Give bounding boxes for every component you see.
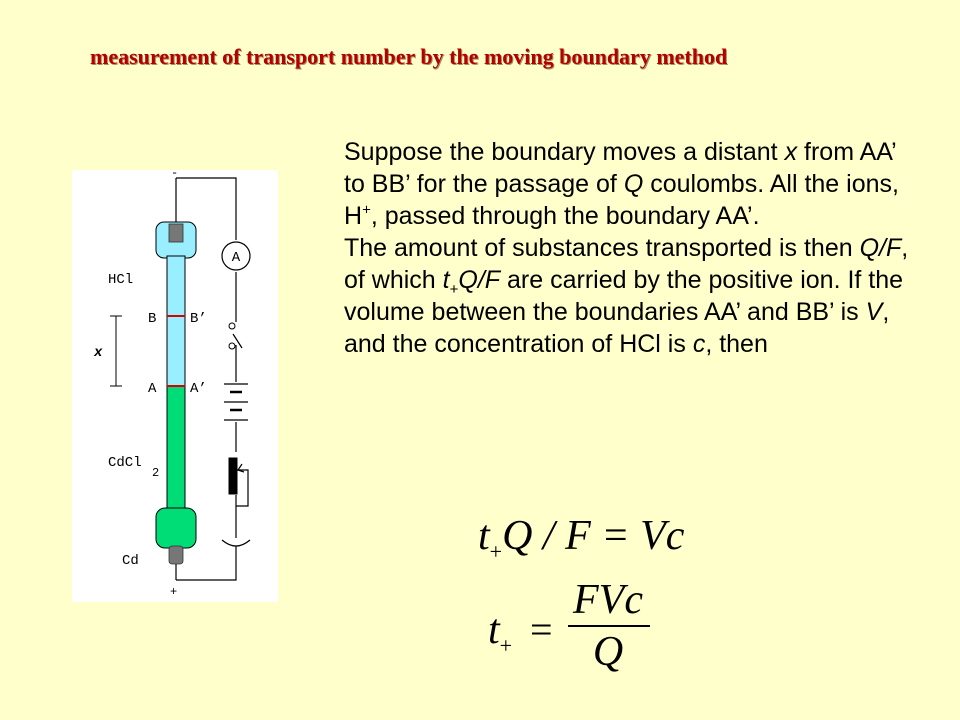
- label-a-prime: A’: [190, 381, 207, 397]
- fraction-numerator: FVc: [573, 577, 643, 623]
- tube-bottom-bulb-cdcl2: [156, 508, 196, 548]
- top-electrode: [169, 224, 183, 242]
- tube-cdcl2-section: [167, 386, 185, 510]
- label-b: B: [148, 311, 157, 327]
- equation-transport: $t_+Q / F = Vc$: [478, 513, 685, 564]
- switch-contact-bottom: [229, 343, 235, 349]
- cd-label: Cd: [122, 553, 139, 569]
- rheostat-icon: [229, 458, 248, 506]
- positive-terminal-label: +: [170, 585, 178, 599]
- negative-terminal-label: -: [171, 170, 179, 180]
- fraction-denominator: Q: [592, 629, 624, 675]
- paragraph-2: The amount of substances transported is then Q/F, of which $t_+Q/F$ are carried by the positive ion. If the volume between the boundaries AA’ and BB’ is V, and the concentration of HCl is c, then: [344, 234, 909, 358]
- tube-hcl-section: [167, 256, 185, 386]
- hcl-label: HCl: [108, 272, 134, 288]
- battery-icon: [224, 384, 248, 420]
- label-b-prime: B’: [190, 311, 207, 327]
- page-title: measurement of transport number by the moving boundary method: [90, 44, 728, 69]
- label-x: x: [94, 345, 103, 361]
- cdcl2-subscript: 2: [152, 466, 160, 480]
- ammeter-label: A: [231, 250, 241, 266]
- cd-electrode: [169, 546, 183, 564]
- contact-cup: [222, 540, 250, 546]
- cdcl2-label: CdCl: [108, 455, 142, 471]
- wire-bottom: [176, 546, 236, 580]
- fraction-bar: [568, 625, 650, 627]
- switch-contact-top: [229, 323, 235, 329]
- moving-boundary-apparatus-diagram: [72, 170, 278, 602]
- label-a: A: [148, 381, 157, 397]
- paragraph-1: Suppose the boundary moves a distant x from AA’ to BB’ for the passage of Q coulombs. All the ions, H+, passed through the boundary AA’.: [344, 138, 899, 230]
- explanation-text: [344, 136, 914, 360]
- distance-bracket: [110, 316, 122, 386]
